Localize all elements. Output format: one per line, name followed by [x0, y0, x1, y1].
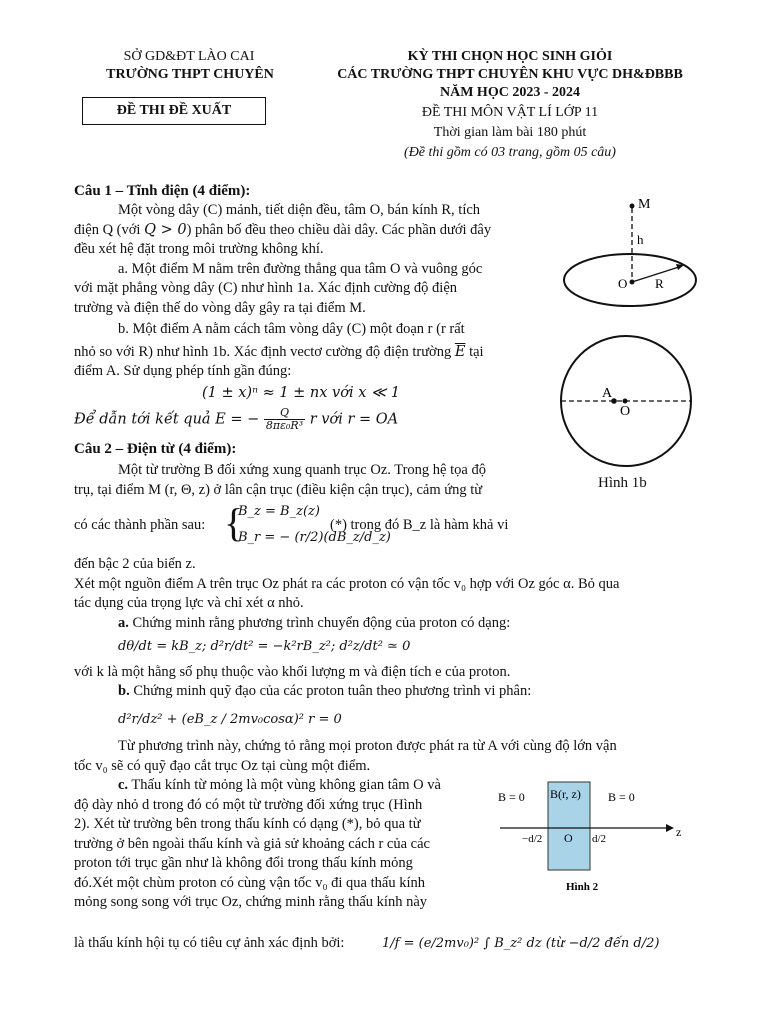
q1a-line: a. Một điểm M nằm trên đường thẳng qua tâm O và vuông góc — [118, 260, 483, 277]
q2-line: với k là một hằng số phụ thuộc vào khối lượng m và điện tích e của proton. — [74, 663, 511, 680]
q2c-line: mỏng song song với trục Oz, chứng minh rằng thấu kính này — [74, 894, 428, 910]
q2c-final-line: là thấu kính hội tụ có tiêu cự ảnh xác định bởi: — [74, 935, 345, 951]
time-line: Thời gian làm bài 180 phút — [433, 125, 587, 140]
q2-line: Xét một nguồn điểm A trên trục Oz phát ra các proton có vận tốc v₀ hợp với Oz góc α. Bỏ qua — [74, 575, 620, 592]
label-m: M — [638, 197, 651, 212]
q2-line: tốc v₀ sẽ có quỹ đạo cắt trục Oz tại cùng một điểm. — [74, 757, 371, 774]
figure-1a — [560, 192, 710, 322]
q1-line: đều xét hệ đặt trong môi trường không khí. — [74, 241, 324, 257]
q2a-line: a. Chứng minh rằng phương trình chuyển động của proton có dạng: — [118, 614, 511, 631]
proposal-badge: ĐỀ THI ĐỀ XUẤT — [82, 97, 266, 125]
school-authority: SỞ GD&ĐT LÀO CAI — [123, 49, 255, 64]
axis-label-z: z — [676, 825, 682, 839]
school-name: TRƯỜNG THPT CHUYÊN — [106, 67, 274, 82]
field-outside-left: B = 0 — [498, 790, 525, 804]
school-year: NĂM HỌC 2023 - 2024 — [440, 85, 580, 100]
q2-intro — [74, 461, 544, 500]
q2-line: trụ, tại điểm M (r, Θ, z) ở lân cận trục (điều kiện cận trục), cảm ứng từ — [74, 481, 483, 498]
tick-d-half: d/2 — [592, 833, 607, 845]
center-o-dot — [623, 399, 628, 404]
label-r: R — [655, 276, 664, 291]
q2c-line: 2). Xét từ trường bên trong thấu kính có dạng (*), bỏ qua từ — [74, 816, 421, 832]
axis-arrow-icon — [666, 824, 674, 832]
q2-body — [74, 555, 734, 776]
equation-c: 1/f = (e/2mv₀)² ∫ B_z² dz (từ −d/2 đến d/2) — [382, 936, 660, 951]
figure-1b-caption: Hình 1b — [598, 475, 647, 491]
q2c-line: đó.Xét một chùm proton có cùng vận tốc v₀ đi qua thấu kính — [74, 874, 425, 891]
q1-text — [74, 201, 544, 432]
q2c-text — [74, 776, 484, 913]
q2c-line: trường ở bên ngoài thấu kính và giả sử khoảng cách r của các — [74, 835, 430, 852]
q2c-line: proton tới trục gần như là không đổi trong thấu kính mỏng — [74, 855, 413, 871]
q2-system: có các thành phần sau: { B_z = B_z(z) B_r = − (r/2)(dB_z/d_z) (*) trong đó B_z là hàm khả vi — [74, 502, 554, 552]
q2-line: đến bậc 2 của biến z. — [74, 556, 196, 572]
page-note: (Đề thi gồm có 03 trang, gồm 05 câu) — [404, 145, 616, 160]
approximation-formula: (1 ± x)ⁿ ≈ 1 ± nx với x ≪ 1 — [202, 384, 401, 401]
q2-title: Câu 2 – Điện từ (4 điểm): — [74, 441, 237, 457]
label-h: h — [637, 232, 644, 247]
system-eq-2: B_r = − (r/2)(dB_z/d_z) — [238, 530, 391, 545]
system-eq-1: B_z = B_z(z) — [238, 504, 320, 519]
q2b-line: b. Chứng minh quỹ đạo của các proton tuân theo phương trình vi phân: — [118, 683, 532, 699]
q1b-line: điểm A. Sử dụng phép tính gần đúng: — [74, 363, 292, 379]
figure-2 — [492, 776, 692, 894]
q2-line: Từ phương trình này, chứng tỏ rằng mọi proton được phát ra từ A với cùng độ lớn vận — [118, 738, 617, 754]
label-o: O — [618, 276, 628, 291]
q1-title: Câu 1 – Tĩnh điện (4 điểm): — [74, 183, 251, 199]
q2-line: tác dụng của trọng lực và chỉ xét α nhỏ. — [74, 595, 304, 611]
subject-line: ĐỀ THI MÔN VẬT LÍ LỚP 11 — [421, 105, 599, 120]
result-formula: Để dẫn tới kết quả E = − $\frac{Q}{\text{8πε₀R³}}$ r với r = OA — [74, 406, 399, 432]
label-a: A — [602, 386, 613, 401]
figure-1b — [556, 334, 716, 494]
q1a-line: trường và điện thế do vòng dây gây ra tại điểm M. — [74, 299, 366, 316]
equation-b: d²r/dz² + (eB_z / 2mv₀cosα)² r = 0 — [118, 711, 342, 727]
label-o: O — [620, 404, 631, 419]
q1b-line: nhỏ so với R) như hình 1b. Xác định vectơ cường độ điện trường $\overline{E}$ tại — [74, 343, 484, 360]
q1-line: điện Q (với Q > 0) phân bố đều theo chiều dài dây. Các phần dưới đây — [74, 221, 492, 238]
figure-2-caption: Hình 2 — [566, 881, 599, 893]
field-inside: B(r, z) — [550, 787, 581, 801]
exam-title: KỲ THI CHỌN HỌC SINH GIỎI — [407, 49, 613, 64]
field-outside-right: B = 0 — [608, 790, 635, 804]
tick-minus-d-half: −d/2 — [522, 833, 543, 845]
equation-a: dθ/dt = kB_z; d²r/dt² = −k²rB_z²; d²z/dt² ≃ 0 — [118, 639, 411, 654]
q1a-line: với mặt phẳng vòng dây (C) như hình 1a. Xác định cường độ điện — [74, 280, 458, 296]
q2c-line: c. Thấu kính từ mỏng là một vùng không gian tâm O và — [118, 777, 441, 793]
exam-subtitle: CÁC TRƯỜNG THPT CHUYÊN KHU VỰC DH&ĐBBB — [337, 67, 683, 82]
point-m-dot — [630, 204, 635, 209]
q2c-line: độ dày nhỏ d trong đó có một từ trường đối xứng trục (Hình — [74, 796, 423, 813]
q1-line: Một vòng dây (C) mảnh, tiết diện đều, tâm O, bán kính R, tích — [118, 202, 481, 218]
q2-line: Một từ trường B đối xứng xung quanh trục Oz. Trong hệ tọa độ — [118, 462, 486, 478]
q1b-line: b. Một điểm A nằm cách tâm vòng dây (C) một đoạn r (r rất — [118, 321, 465, 337]
ring-ellipse — [564, 254, 696, 306]
origin-label: O — [564, 831, 573, 845]
